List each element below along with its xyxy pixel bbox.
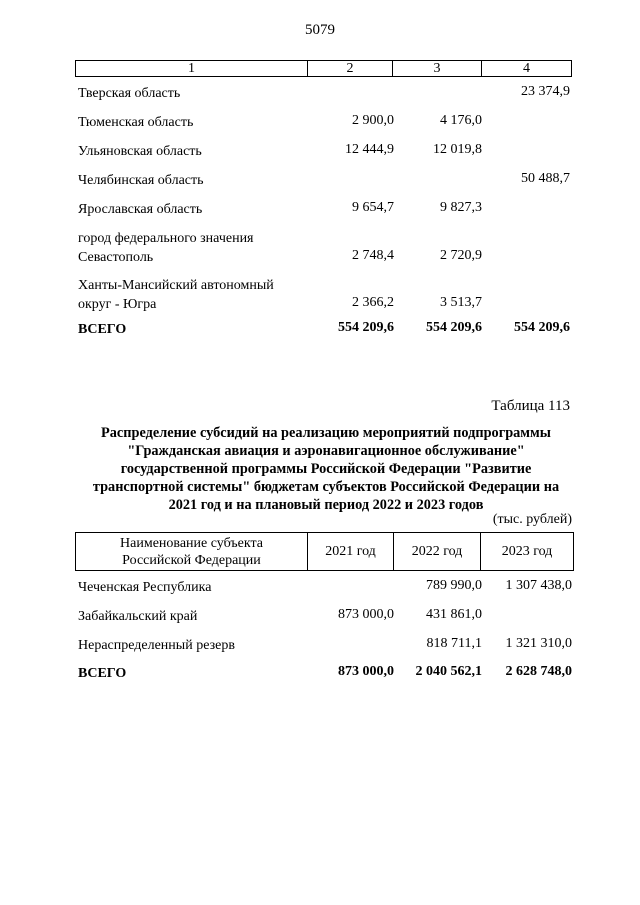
- value-2022: 789 990,0: [426, 578, 482, 593]
- value-2022: 431 861,0: [426, 607, 482, 622]
- region-name-line2: Севастополь: [78, 250, 154, 265]
- header-subject-name: [76, 533, 307, 570]
- region-name-line1: Ханты-Мансийский автономный: [78, 278, 274, 293]
- header-2022: 2022 год: [393, 533, 480, 570]
- value-col2: 9 654,7: [352, 200, 394, 215]
- page-number: 5079: [305, 22, 335, 38]
- value-2022: 818 711,1: [426, 636, 482, 651]
- total-col3: 554 209,6: [426, 320, 482, 335]
- total-2021: 873 000,0: [338, 664, 394, 679]
- total-col2: 554 209,6: [338, 320, 394, 335]
- value-col2: 2 900,0: [352, 113, 394, 128]
- table1-header-col1: 1: [188, 61, 195, 76]
- region-name: Забайкальский край: [78, 609, 198, 624]
- total-col4: 554 209,6: [514, 320, 570, 335]
- region-name-line2: округ - Югра: [78, 297, 157, 312]
- value-2021: 873 000,0: [338, 607, 394, 622]
- total-label: ВСЕГО: [78, 666, 127, 681]
- header-2023: 2023 год: [480, 533, 573, 570]
- table-title-line: транспортной системы" бюджетам субъектов Российской Федерации на: [92, 479, 560, 495]
- region-name: Нераспределенный резерв: [78, 638, 235, 653]
- region-name: Ульяновская область: [78, 144, 202, 159]
- region-name-line1: город федерального значения: [78, 231, 254, 246]
- region-name: [78, 276, 303, 314]
- table-title-line: государственной программы Российской Федерации "Развитие: [120, 461, 532, 477]
- table-title: [78, 424, 574, 514]
- total-label: ВСЕГО: [78, 322, 127, 337]
- value-col3: 9 827,3: [440, 200, 482, 215]
- region-name: Челябинская область: [78, 173, 204, 188]
- table-title-line: Распределение субсидий на реализацию мероприятий подпрограммы: [101, 425, 551, 441]
- region-name: Тверская область: [78, 86, 181, 101]
- table-number-label: Таблица 113: [491, 398, 570, 414]
- table-title-line: "Гражданская авиация и аэронавигационное обслуживание": [127, 443, 525, 459]
- value-col4: 50 488,7: [521, 171, 570, 186]
- header-subject-line2: Российской Федерации: [122, 552, 261, 568]
- value-col4: 23 374,9: [521, 84, 570, 99]
- units-label: (тыс. рублей): [492, 512, 572, 527]
- region-name: Тюменская область: [78, 115, 194, 130]
- table1-header: [75, 60, 572, 77]
- table1-header-col4: 4: [481, 61, 571, 76]
- value-col2: 2 748,4: [352, 248, 394, 263]
- region-name: [78, 229, 303, 267]
- value-col3: 4 176,0: [440, 113, 482, 128]
- value-col3: 2 720,9: [440, 248, 482, 263]
- value-col2: 2 366,2: [352, 295, 394, 310]
- table1-header-col3: 3: [392, 61, 481, 76]
- value-col3: 12 019,8: [433, 142, 482, 157]
- header-subject-line1: Наименование субъекта: [120, 535, 263, 551]
- region-name: Ярославская область: [78, 202, 203, 217]
- total-2022: 2 040 562,1: [415, 664, 482, 679]
- region-name: Чеченская Республика: [78, 580, 212, 595]
- value-2023: 1 321 310,0: [505, 636, 572, 651]
- total-2023: 2 628 748,0: [505, 664, 572, 679]
- value-col3: 3 513,7: [440, 295, 482, 310]
- value-col2: 12 444,9: [345, 142, 394, 157]
- value-2023: 1 307 438,0: [505, 578, 572, 593]
- header-2021: 2021 год: [307, 533, 393, 570]
- table-title-line: 2021 год и на плановый период 2022 и 2023 годов: [168, 497, 484, 513]
- table1-header-col2: 2: [307, 61, 392, 76]
- table2-header: [75, 532, 574, 571]
